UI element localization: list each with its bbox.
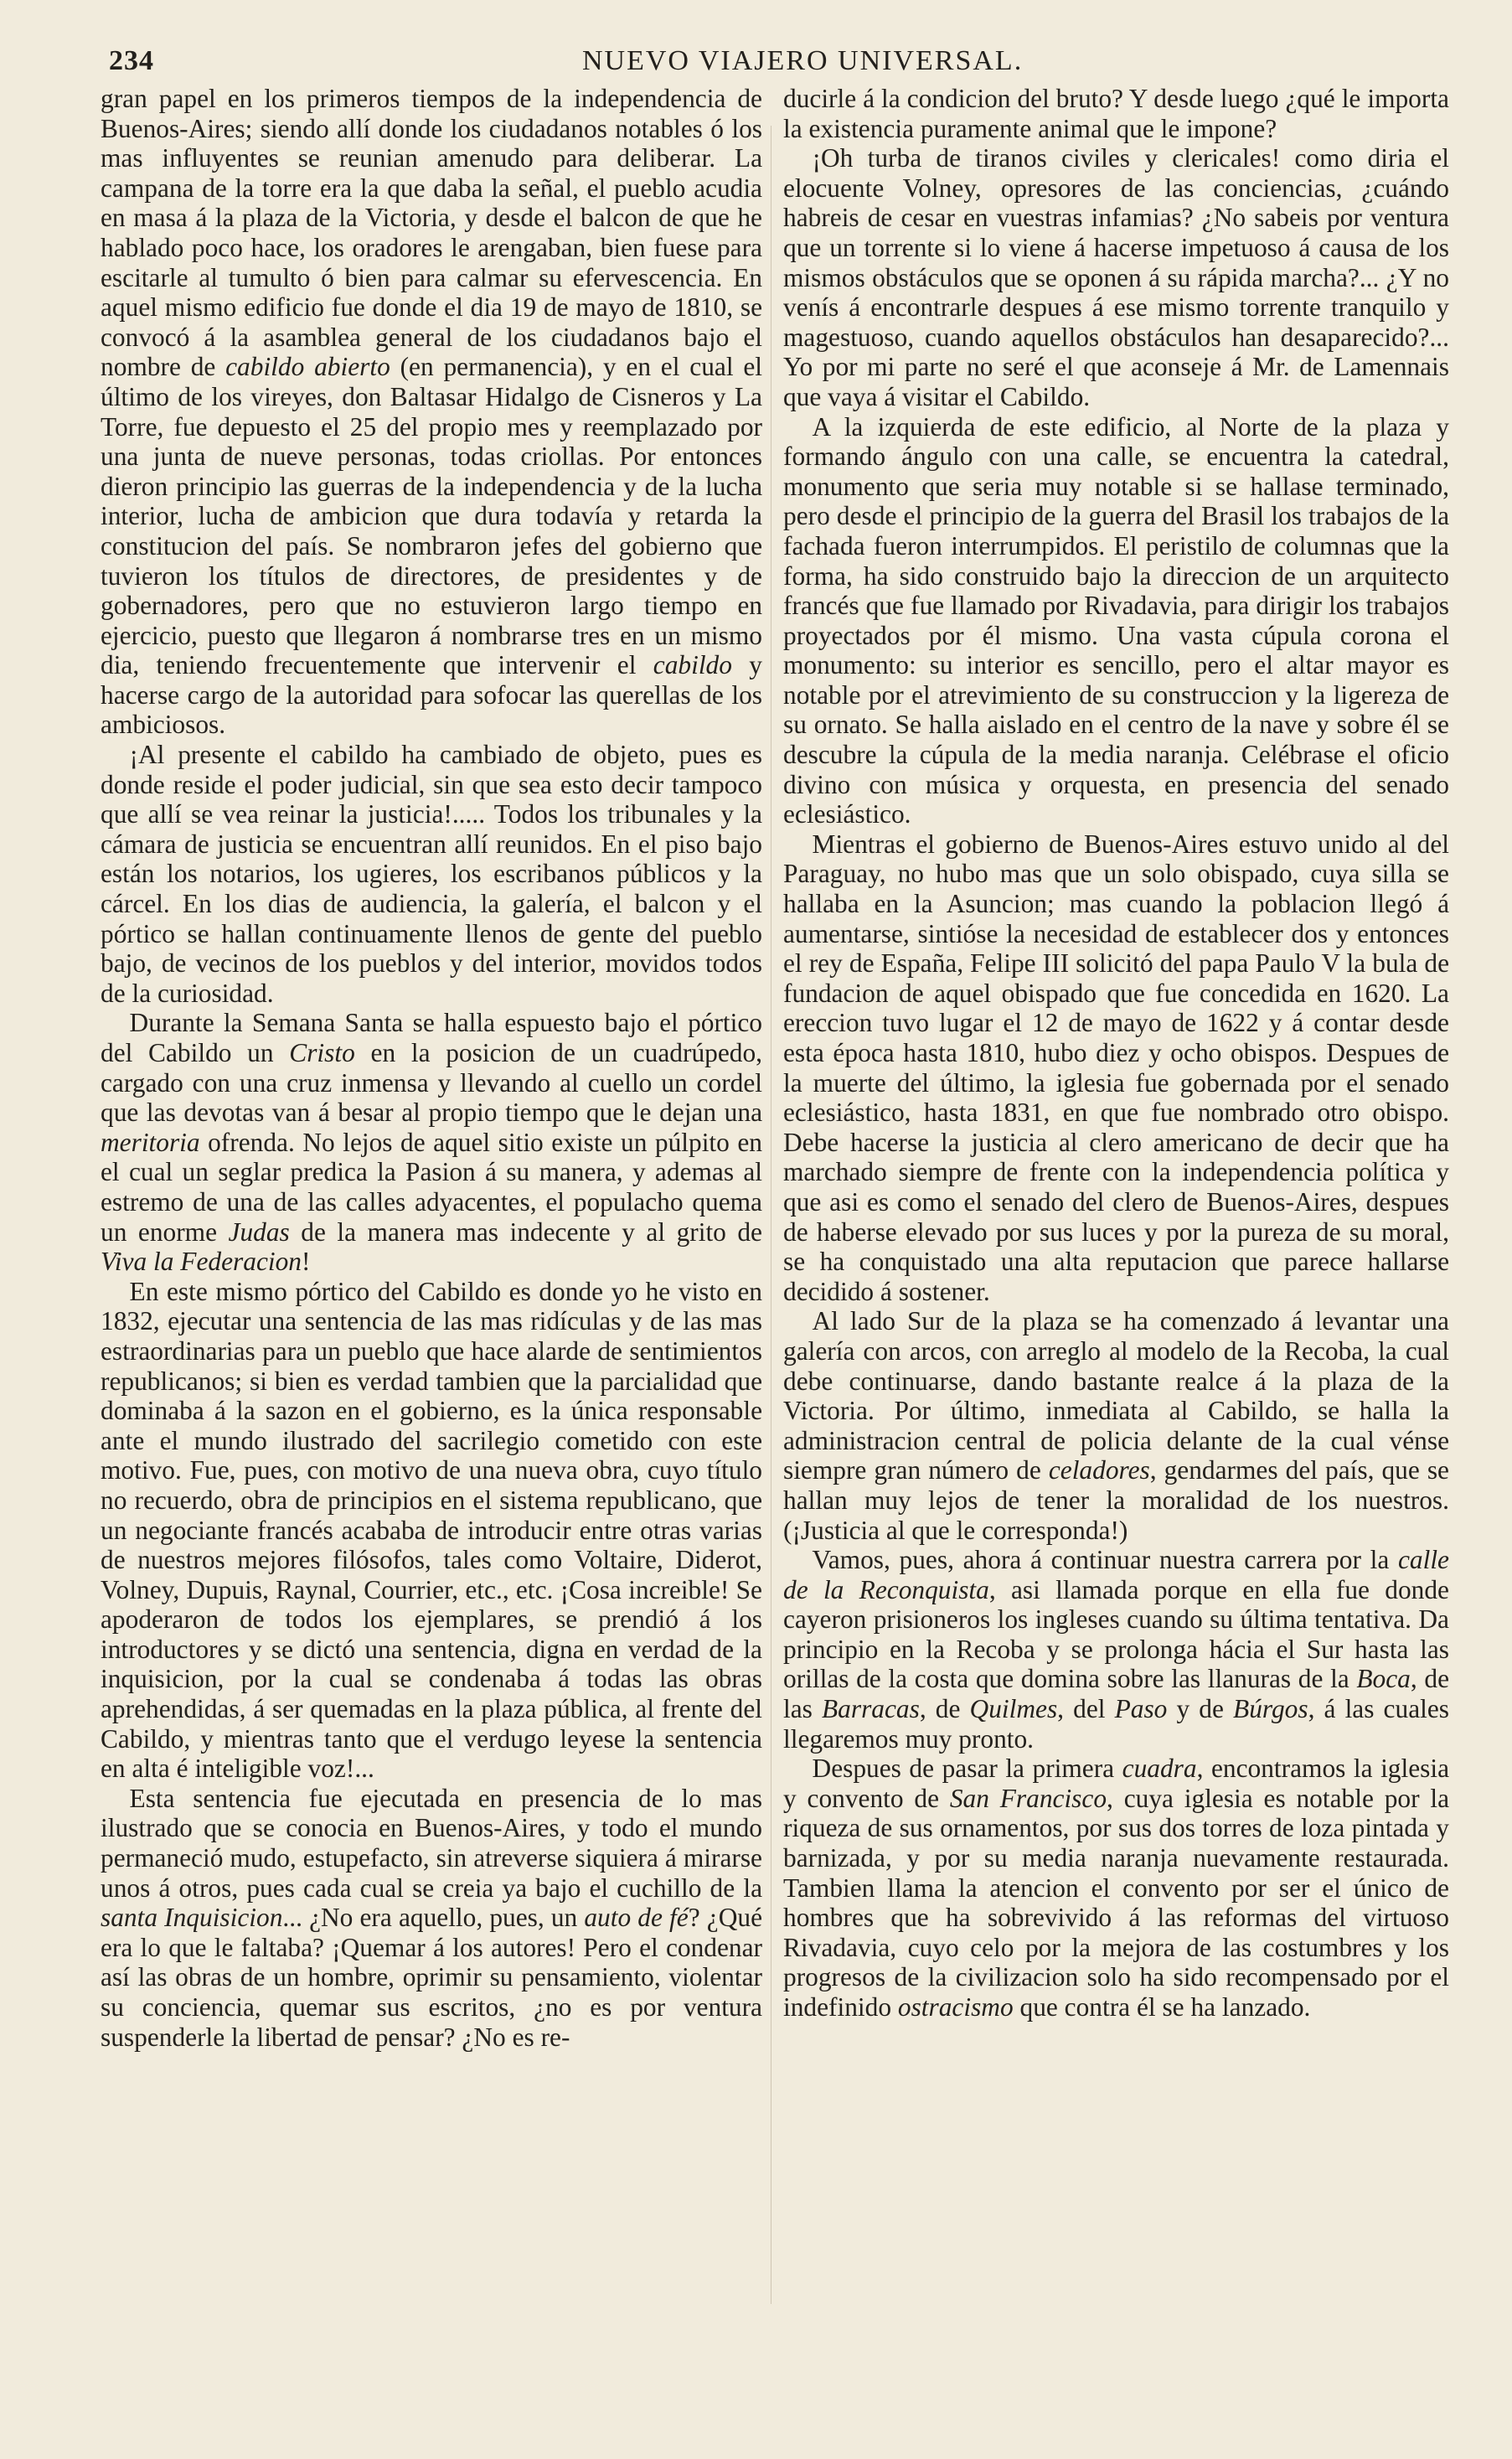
text-run: , á las cuales llegaremos muy pronto. (783, 1694, 1449, 1754)
paragraph-calle-reconquista (783, 1545, 1449, 1754)
text-run: , de las (783, 1664, 1449, 1724)
italic-run: cabildo (653, 650, 732, 680)
paragraph-san-francisco (783, 1754, 1449, 2022)
italic-run: calle de la Reconquista (783, 1545, 1449, 1604)
text-run: , de (919, 1694, 970, 1724)
text-run: ofrenda. No lejos de aquel sitio existe un púlpito en el cual un seglar predica la Pasion á su manera, y ademas al estremo de una de las calles adyacentes, el populacho quema un enorme (101, 1127, 762, 1247)
italic-run: Quilmes (969, 1694, 1058, 1724)
italic-run: Cristo (289, 1038, 355, 1067)
text-run: ... ¿No era aquello, pues, un (282, 1903, 585, 1933)
paragraph-sentence-1832: En este mismo pórtico del Cabildo es donde yo he visto en 1832, ejecutar una sentencia de las mas ridículas y de las mas estraordinarias para un pueblo que hace alarde de sentimientos republicanos; si bien es verdad tambien que la parcialidad que dominaba á la sazon en el gobierno, es la única responsable ante el mundo ilustrado del sacrilegio cometido con este motivo. Fue, pues, con motivo de una nueva obra, cuyo título no recuerdo, obra de principios en el sistema republicano, que un negociante francés acababa de introducir entre otras varias de nuestros mejores filósofos, tales como Voltaire, Diderot, Volney, Dupuis, Raynal, Courrier, etc., etc. ¡Cosa increible! Se apoderaron de todos los ejemplares, se prendió á los introductores y se dictó una sentencia, digna en verdad de la inquisicion, por la cual se condenaba á todas las obras aprehendidas, á ser quemadas en la plaza pública, al frente del Cabildo, y mientras tanto que el verdugo leyese la sentencia en alta é inteligible voz!... (101, 1276, 762, 1784)
italic-run: Judas (228, 1217, 290, 1247)
text-run: (en permanencia), y en el cual el último de los vireyes, don Baltasar Hidalgo de Cisneros y La Torre, fue depuesto el 25 del propio mes y reemplazado por una junta de nueve personas, todas criollas. Por entonces dieron principio las guerras de la independencia y de la lucha interior, lucha de ambicion que dura todavía y retarda la constitucion del país. Se nombraron jefes del gobierno que tuvieron los títulos de directores, de presidentes y de gobernadores, pero que no estuvieron largo tiempo en ejercicio, puesto que llegaron á nombrarse tres en un mismo dia, teniendo frecuentemente que intervenir el (101, 352, 762, 680)
italic-run: Paso (1114, 1694, 1168, 1724)
italic-run: Barracas (821, 1694, 920, 1724)
text-run: , encontramos la iglesia y convento de (783, 1754, 1449, 1813)
running-title: NUEVO VIAJERO UNIVERSAL. (582, 45, 1024, 76)
paragraph-continuation: ducirle á la condicion del bruto? Y desde luego ¿qué le importa la existencia puramente animal que le impone? (783, 84, 1449, 143)
italic-run: ostracismo (897, 1992, 1014, 2022)
text-run: Durante la Semana Santa se halla espuesto bajo el pórtico del Cabildo un (101, 1008, 762, 1067)
text-run: Despues de pasar la primera (812, 1754, 1122, 1784)
text-run: , cuya iglesia es notable por la riqueza de sus ornamentos, por sus dos torres de loza pintada y barnizada, y por su media naranja nuevamente restaurada. Tambien llama la atencion el convento por ser el único de hombres que ha sobrevivido á las reformas del virtuoso Rivadavia, cuyo celo por la mejora de las costumbres y los progresos de la civilizacion solo ha sido recompensado por el indefinido (783, 1783, 1449, 2022)
text-run: de la manera mas indecente y al grito de (289, 1217, 762, 1247)
italic-run: Viva la Federacion (101, 1247, 302, 1277)
text-run: , del (1057, 1694, 1115, 1724)
italic-run: cabildo abierto (225, 352, 390, 382)
paragraph-cabildo-history (101, 84, 762, 740)
page-number: 234 (109, 45, 154, 76)
left-column (101, 84, 762, 2430)
paragraph-semana-santa (101, 1008, 762, 1276)
text-run: y hacerse cargo de la autoridad para sofocar las querellas de los ambiciosos. (101, 650, 762, 740)
italic-run: auto de fé (584, 1903, 689, 1933)
italic-run: San Francisco (949, 1783, 1107, 1813)
paragraph-judicial-power: ¡Al presente el cabildo ha cambiado de objeto, pues es donde reside el poder judicial, sin que sea esto decir tampoco que allí se vea reinar la justicia!..... Todos los tribunales y la cámara de justicia se encuentran allí reunidos. En el piso bajo están los notarios, los ugieres, los escribanos públicos y la cárcel. En los dias de audiencia, la galería, el balcon y el pórtico se hallan continuamente llenos de gente del pueblo bajo, de vecinos de los pueblos y del interior, movidos todos de la curiosidad. (101, 740, 762, 1008)
right-column (783, 84, 1449, 2430)
text-run: Esta sentencia fue ejecutada en presencia de lo mas ilustrado que se conocia en Buenos-Aires, y todo el mundo permaneció mudo, estupefacto, sin atreverse siquiera á mirarse unos á otros, pues cada cual se creia ya bajo el cuchillo de la (101, 1783, 762, 1903)
italic-run: meritoria (101, 1127, 200, 1157)
paragraph-book-burning (101, 1784, 762, 2052)
text-run: Al lado Sur de la plaza se ha comenzado á levantar una galería con arcos, con arreglo al modelo de la Recoba, la cual debe continuarse, dando bastante realce á la plaza de la Victoria. Por último, inmediata al Cabildo, se halla la administracion central de policia delante de la cual vénse siempre gran número de (783, 1306, 1449, 1485)
text-run: Vamos, pues, ahora á continuar nuestra carrera por la (812, 1545, 1398, 1575)
text-run: , gendarmes del país, que se hallan muy lejos de tener la moralidad de los nuestros. (¡Justicia al que le corresponda!) (783, 1455, 1449, 1545)
text-run: y de (1167, 1694, 1234, 1724)
italic-run: celadores (1048, 1455, 1150, 1485)
text-run: ! (302, 1247, 311, 1277)
text-run: ? ¿Qué era lo que le faltaba? ¡Quemar á los autores! Pero el condenar así las obras de un hombre, oprimir su pensamiento, violentar su conciencia, quemar sus escritos, ¿no es por ventura suspenderle la libertad de pensar? ¿No es re- (101, 1903, 762, 2052)
text-run: que contra él se ha lanzado. (1013, 1992, 1311, 2022)
paragraph-bishopric: Mientras el gobierno de Buenos-Aires estuvo unido al del Paraguay, no hubo mas que un solo obispado, cuya silla se hallaba en la Asuncion; mas cuando la poblacion llegó á aumentarse, sintióse la necesidad de establecer dos y entonces el rey de España, Felipe III solicitó del papa Paulo V la bula de fundacion de aquel obispado que fue concedida en 1620. La ereccion tuvo lugar el 12 de mayo de 1622 y á contar desde esta época hasta 1810, hubo diez y ocho obispos. Despues de la muerte del último, la iglesia fue gobernada por el senado eclesiástico, hasta 1831, en que fue nombrado otro obispo. Debe hacerse la justicia al clero americano de decir que ha marchado siempre de frente con la independencia política y que asi es como el senado del clero de Buenos-Aires, despues de haberse elevado por sus luces y por la pureza de su moral, se ha conquistado una alta reputacion que parece hallarse decidido á sostener. (783, 829, 1449, 1306)
italic-run: santa Inquisicion (101, 1903, 283, 1933)
italic-run: Boca (1356, 1664, 1411, 1694)
text-run: en la posicion de un cuadrúpedo, cargado con una cruz inmensa y llevando al cuello un cordel que las devotas van á besar al propio tiempo que le dejan una (101, 1038, 762, 1128)
text-run: gran papel en los primeros tiempos de la independencia de Buenos-Aires; siendo allí donde los ciudadanos notables ó los mas influyentes se reunian amenudo para deliberar. La campana de la torre era la que daba la señal, el pueblo acudia en masa á la plaza de la Victoria, y desde el balcon de que he hablado poco hace, los oradores le arengaban, bien fuese para escitarle al tumulto ó bien para calmar su efervescencia. En aquel mismo edificio fue donde el dia 19 de mayo de 1810, se convocó á la asamblea general de los ciudadanos bajo el nombre de (101, 84, 762, 382)
page-header (101, 42, 1424, 87)
paragraph-tyrants: ¡Oh turba de tiranos civiles y clericales! como diria el elocuente Volney, opresores de las conciencias, ¿cuándo habreis de cesar en vuestras infamias? ¿No sabeis por ventura que un torrente si lo viene á hacerse impetuoso á causa de los mismos obstáculos que se oponen á su rápida marcha?... ¿Y no venís á encontrarle despues á ese mismo torrente tranquilo y magestuoso, cuando aquellos obstáculos han desaparecido?... Yo por mi parte no seré el que aconseje á Mr. de Lamennais que vaya á visitar el Cabildo. (783, 143, 1449, 411)
text-run: , asi llamada porque en ella fue donde cayeron prisioneros los ingleses cuando su última tentativa. Da principio en la Recoba y se prolonga hácia el Sur hasta las orillas de la costa que domina sobre las llanuras de la (783, 1574, 1449, 1694)
paragraph-recoba-police (783, 1306, 1449, 1545)
paragraph-cathedral: A la izquierda de este edificio, al Norte de la plaza y formando ángulo con una calle, se encuentra la catedral, monumento que seria muy notable si se hallase terminado, pero desde el principio de la guerra del Brasil los trabajos de la fachada fueron interrumpidos. El peristilo de columnas que la forma, ha sido construido bajo la direccion de un arquitecto francés que fue llamado por Rivadavia, para dirigir los trabajos proyectados por él mismo. Una vasta cúpula corona el monumento: su interior es sencillo, pero el altar mayor es notable por el atrevimiento de su construccion y la ligereza de su ornato. Se halla aislado en el centro de la nave y sobre él se descubre la cúpula de la media naranja. Celébrase el oficio divino con música y orquesta, en presencia del senado eclesiástico. (783, 411, 1449, 829)
italic-run: cuadra (1122, 1754, 1197, 1784)
italic-run: Búrgos (1233, 1694, 1308, 1724)
